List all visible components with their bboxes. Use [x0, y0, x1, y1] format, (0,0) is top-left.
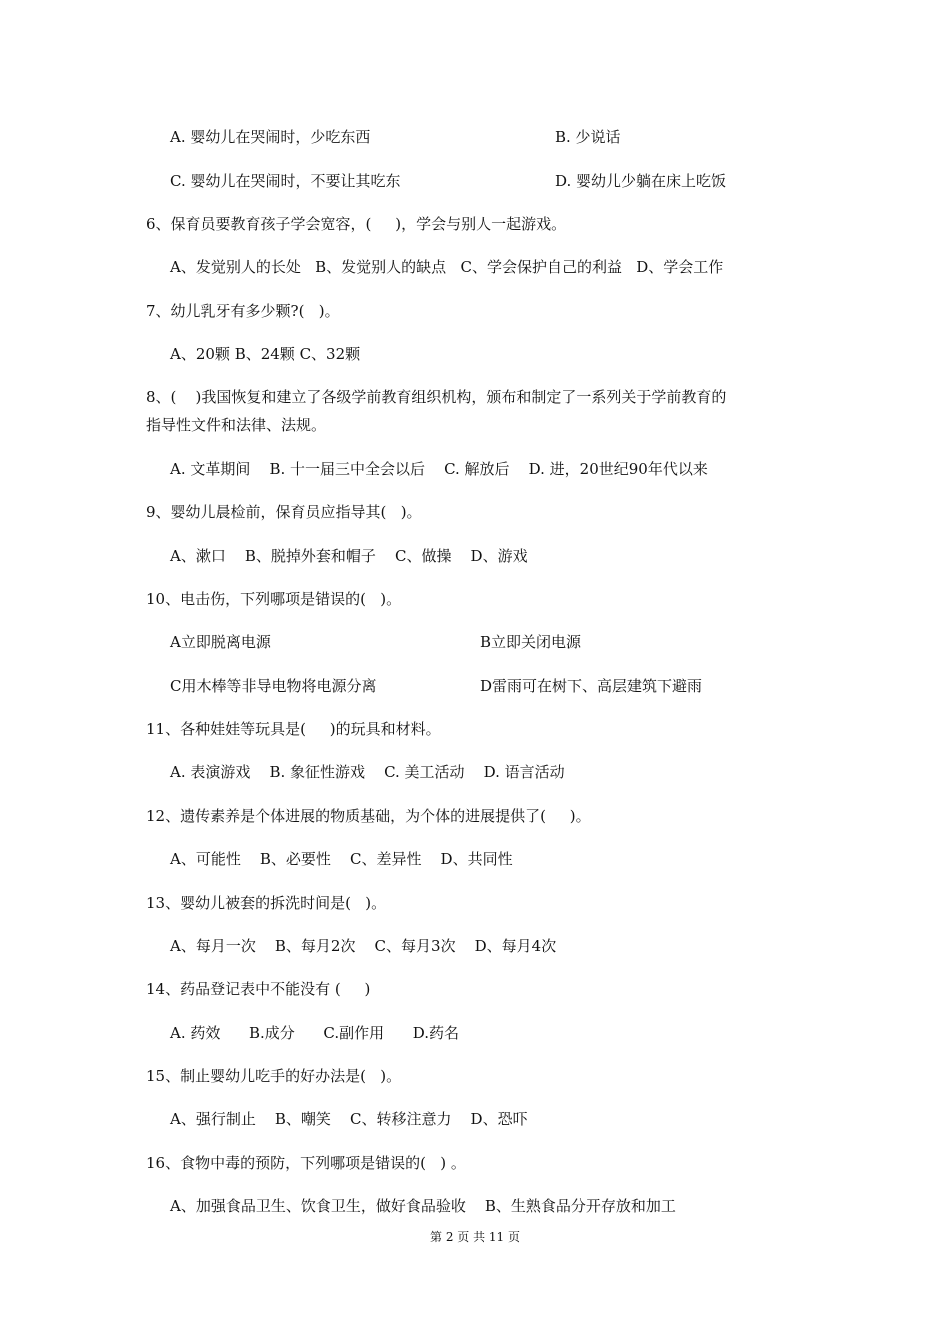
- question-13: 13、婴幼儿被套的拆洗时间是( )。: [146, 894, 387, 912]
- q10-option-a: A立即脱离电源: [170, 633, 271, 651]
- question-8-cont: 指导性文件和法律、法规。: [146, 416, 327, 434]
- q15-options: A、强行制止 B、嘲笑 C、转移注意力 D、恐吓: [170, 1110, 528, 1128]
- question-15: 15、制止婴幼儿吃手的好办法是( )。: [146, 1067, 402, 1085]
- page-footer: 第 2 页 共 11 页: [430, 1230, 520, 1244]
- question-10: 10、电击伤，下列哪项是错误的( )。: [146, 590, 402, 608]
- q6-options: A、发觉别人的长处 B、发觉别人的缺点 C、学会保护自己的利益 D、学会工作: [170, 258, 724, 276]
- q5-option-d: D. 婴幼儿少躺在床上吃饭: [555, 172, 727, 190]
- q10-option-c: C用木棒等非导电物将电源分离: [170, 677, 377, 695]
- question-16: 16、食物中毒的预防，下列哪项是错误的( ) 。: [146, 1154, 466, 1172]
- question-14: 14、药品登记表中不能没有 ( ): [146, 980, 371, 998]
- q14-options: A. 药效 B.成分 C.副作用 D.药名: [170, 1024, 459, 1042]
- q11-options: A. 表演游戏 B. 象征性游戏 C. 美工活动 D. 语言活动: [170, 763, 565, 781]
- q13-options: A、每月一次 B、每月2次 C、每月3次 D、每月4次: [170, 937, 557, 955]
- question-11: 11、各种娃娃等玩具是( )的玩具和材料。: [146, 720, 441, 738]
- q5-option-c: C. 婴幼儿在哭闹时，不要让其吃东: [170, 172, 401, 190]
- q12-options: A、可能性 B、必要性 C、差异性 D、共同性: [170, 850, 513, 868]
- question-9: 9、婴幼儿晨检前，保育员应指导其( )。: [146, 503, 422, 521]
- q7-options: A、20颗 B、24颗 C、32颗: [170, 345, 361, 363]
- q9-options: A、漱口 B、脱掉外套和帽子 C、做操 D、游戏: [170, 547, 528, 565]
- q5-option-b: B. 少说话: [555, 128, 621, 146]
- q5-option-a: A. 婴幼儿在哭闹时，少吃东西: [170, 128, 371, 146]
- q10-option-b: B立即关闭电源: [480, 633, 582, 651]
- question-7: 7、幼儿乳牙有多少颗?( )。: [146, 302, 340, 320]
- question-8: 8、( )我国恢复和建立了各级学前教育组织机构，颁布和制定了一系列关于学前教育的: [146, 388, 727, 406]
- question-6: 6、保育员要教育孩子学会宽容，( )，学会与别人一起游戏。: [146, 215, 567, 233]
- question-12: 12、遗传素养是个体进展的物质基础，为个体的进展提供了( )。: [146, 807, 591, 825]
- q16-options: A、加强食品卫生、饮食卫生，做好食品验收 B、生熟食品分开存放和加工: [170, 1197, 676, 1215]
- q8-options: A. 文革期间 B. 十一届三中全会以后 C. 解放后 D. 进，20世纪90年代以来: [170, 460, 708, 478]
- q10-option-d: D雷雨可在树下、高层建筑下避雨: [480, 677, 703, 695]
